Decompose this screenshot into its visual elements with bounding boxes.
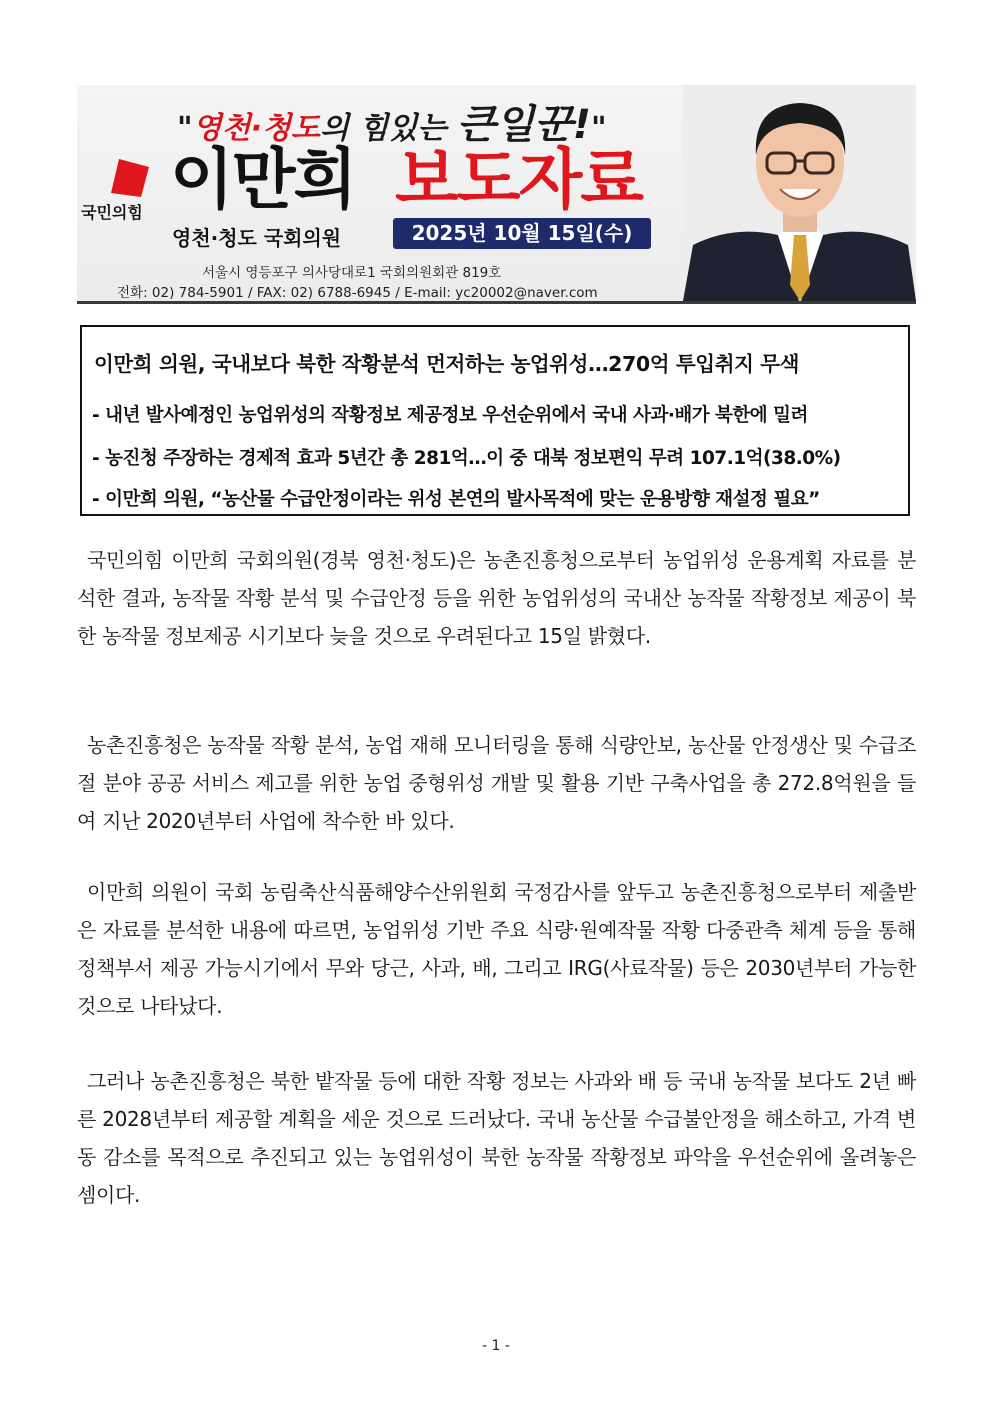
release-date: 2025년 10월 15일(수) — [393, 218, 651, 249]
headline-main: 이만희 의원, 국내보다 북한 작황분석 먼저하는 농업위성…270억 투입취지 무색 — [94, 352, 800, 376]
body-paragraph-2: 농촌진흥청은 농작물 작황 분석, 농업 재해 모니터링을 통해 식량안보, 농산물 안정생산 및 수급조절 분야 공공 서비스 제고를 위한 농업 중형위성 개발 및 활용 기반 구축사업을 총 272.8억원을 들여 지난 2020년부터 사업에 착수한 바 있다. — [77, 733, 916, 833]
party-name: 국민의힘 — [81, 203, 143, 222]
contact-info: 전화: 02) 784-5901 / FAX: 02) 6788-6945 / E-mail: yc20002@naver.com — [117, 285, 598, 301]
office-address: 서울시 영등포구 의사당대로1 국회의원회관 819호 — [202, 265, 502, 281]
slogan: "영천·청도의 힘있는 큰일꾼!" — [177, 102, 607, 148]
body-paragraph-3: 이만희 의원이 국회 농림축산식품해양수산위원회 국정감사를 앞두고 농촌진흥청으로부터 제출받은 자료를 분석한 내용에 따르면, 농업위성 기반 주요 식량·원예작물 작황 다중관측 체계 등을 통해 정책부서 제공 가능시기에서 무와 당근, 사과, 배, 그리고 IRG(사료작물) 등은 2030년부터 가능한 것으로 나타났다. — [77, 880, 916, 1018]
member-title: 영천·청도 국회의원 — [172, 226, 342, 250]
headline-box — [80, 325, 910, 516]
body-paragraph-4: 그러나 농촌진흥청은 북한 밭작물 등에 대한 작황 정보는 사과와 배 등 국내 농작물 보다도 2년 빠른 2028년부터 제공할 계획을 세운 것으로 드러났다. 국내 농산물 수급불안정을 해소하고, 가격 변동 감소를 목적으로 추진되고 있는 농업위성이 북한 농작물 작황정보 파악을 우선순위에 올려놓은 셈이다. — [77, 1069, 916, 1207]
header-banner — [77, 85, 916, 304]
portrait-photo — [683, 85, 916, 301]
headline-sub-3: - 이만희 의원, “농산물 수급안정이라는 위성 본연의 발사목적에 맞는 운용방향 재설정 필요” — [92, 489, 820, 510]
headline-sub-1: - 내년 발사예정인 농업위성의 작황정보 제공정보 우선순위에서 국내 사과·배가 북한에 밀려 — [92, 405, 808, 426]
slogan-end: 큰일꾼! — [456, 102, 591, 148]
headline-sub-2: - 농진청 주장하는 경제적 효과 5년간 총 281억…이 중 대북 정보편익 무려 107.1억(38.0%) — [92, 448, 841, 469]
slogan-region: 영천·청도 — [192, 111, 320, 146]
page-number: - 1 - — [482, 1338, 510, 1354]
press-release-title: 보도자료 — [395, 141, 643, 218]
body-paragraph-1: 국민의힘 이만희 국회의원(경북 영천·청도)은 농촌진흥청으로부터 농업위성 운용계획 자료를 분석한 결과, 농작물 작황 분석 및 수급안정 등을 위한 농업위성의 국내산 농작물 작황정보 제공이 북한 농작물 정보제공 시기보다 늦을 것으로 우려된다고 15일 밝혔다. — [77, 548, 916, 648]
member-name: 이만희 — [170, 141, 356, 218]
